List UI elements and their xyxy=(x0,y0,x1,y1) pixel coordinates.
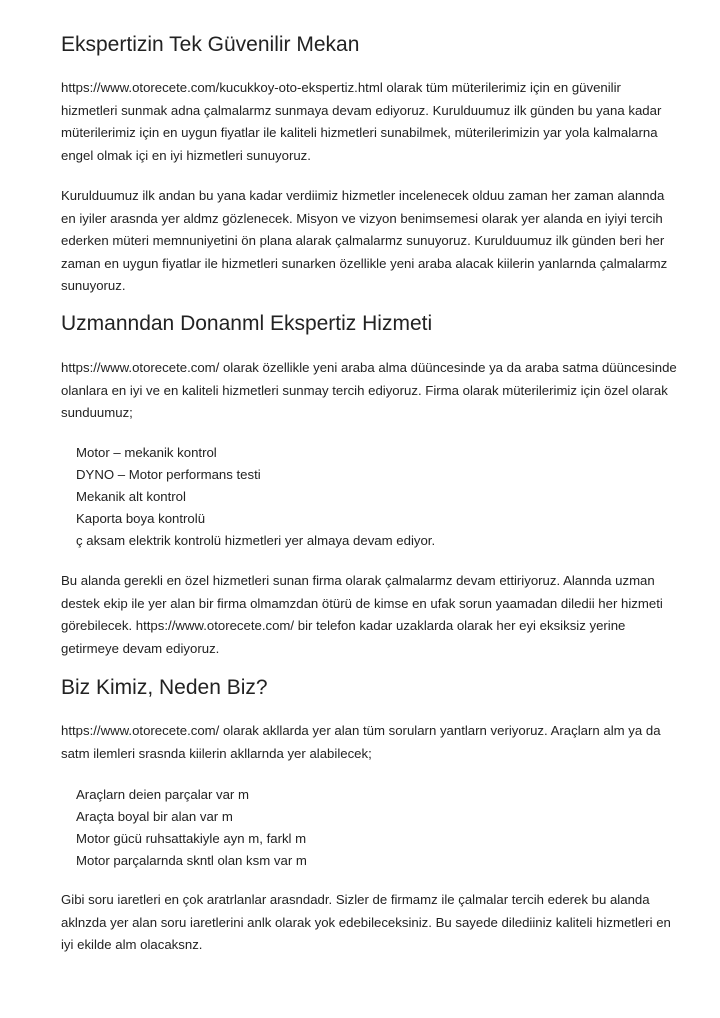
paragraph-about-intro: https://www.otorecete.com/ olarak akllarda yer alan tüm sorularn yantlarn veriyoruz. Araçlarn alm ya da satm ilemleri srasnda kiilerin akllarnda yer alabilecek; xyxy=(61,723,661,761)
paragraph-about-outro: Gibi soru iaretleri en çok aratrlanlar arasndadr. Sizler de firmamz ile çalmalar tercih ederek bu alanda aklnzda yer alan soru iaretlerini anlk olarak yok edebileceksiniz. Bu sayede dilediiniz kaliteli hizmetleri en iyi ekilde alm olacaksnz. xyxy=(61,892,671,952)
section-heading-expertise: Ekspertizin Tek Güvenilir Mekan xyxy=(61,33,360,56)
section-heading-equipped: Uzmanndan Donanml Ekspertiz Hizmeti xyxy=(61,312,433,335)
list-item: Araçta boyal bir alan var m xyxy=(76,809,233,824)
paragraph-intro-2: Kurulduumuz ilk andan bu yana kadar verdiimiz hizmetler incelenecek olduu zaman her zaman alannda en iyiler arasnda yer aldmz gözlenecek. Misyon ve vizyon benimsemesi olarak yer alanda en iyiyi tercih ederken müteri memnuniyetini ön plana alarak çalmalarmz sunuyoruz. Kurulduumuz ilk günden beri her zaman en uygun fiyatlar ile hizmetleri sunarken özellikle yeni araba alacak kiilerin yanlarnda çalmalarmz sunuyoruz. xyxy=(61,188,668,293)
list-item: Motor – mekanik kontrol xyxy=(76,445,217,460)
paragraph-equipped-intro: https://www.otorecete.com/ olarak özellikle yeni araba alma düüncesinde ya da araba satma düüncesinde olanlara en iyi ve en kaliteli hizmetleri sunmay tercih ediyoruz. Firma olarak müterilerimiz için özel olarak sunduumuz; xyxy=(61,360,677,420)
paragraph-intro-1: https://www.otorecete.com/kucukkoy-oto-ekspertiz.html olarak tüm müterilerimiz için en güvenilir hizmetleri sunmak adna çalmalarmz sunmaya devam ediyoruz. Kurulduumuz ilk günden bu yana kadar müterilerimiz için en uygun fiyatlar ile kaliteli hizmetleri sunabilmek, müterilerimizin yar yola kalmalarna engel olmak içi en iyi hizmetleri sunuyoruz. xyxy=(61,80,662,163)
list-item: Motor parçalarnda skntl olan ksm var m xyxy=(76,853,307,868)
list-item: ç aksam elektrik kontrolü hizmetleri yer almaya devam ediyor. xyxy=(76,533,436,548)
list-item: Mekanik alt kontrol xyxy=(76,489,186,504)
service-list xyxy=(76,442,435,552)
list-item: Motor gücü ruhsattakiyle ayn m, farkl m xyxy=(76,831,307,846)
list-item: Araçlarn deien parçalar var m xyxy=(76,787,249,802)
list-item: Kaporta boya kontrolü xyxy=(76,511,206,526)
question-list xyxy=(76,784,307,872)
section-heading-about: Biz Kimiz, Neden Biz? xyxy=(61,676,268,699)
list-item: DYNO – Motor performans testi xyxy=(76,467,261,482)
paragraph-equipped-outro: Bu alanda gerekli en özel hizmetleri sunan firma olarak çalmalarmz devam ettiriyoruz. Alannda uzman destek ekip ile yer alan bir firma olmamzdan ötürü de kimse en ufak sorun yaamadan diledii her hizmeti görebilecek. https://www.otorecete.com/ bir telefon kadar uzaklarda olarak her eyi eksiksiz yerine getirmeye devam ediyoruz. xyxy=(61,573,663,656)
